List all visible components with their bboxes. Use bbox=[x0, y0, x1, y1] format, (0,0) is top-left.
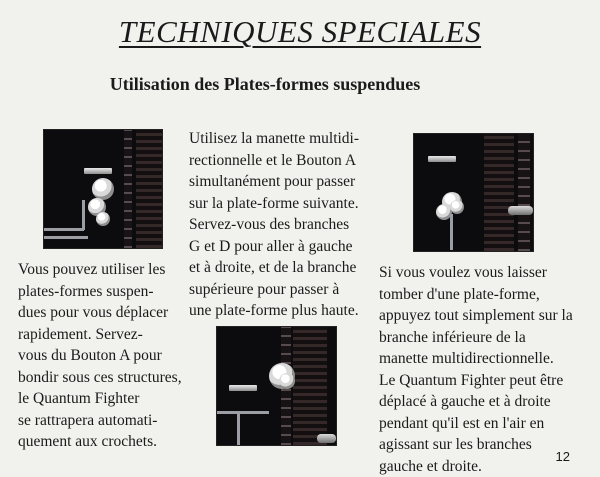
text-line: Servez-vous des branches bbox=[189, 214, 359, 236]
text-line: déplacé à gauche et à droite bbox=[379, 391, 573, 413]
text-line: Utilisez la manette multidi- bbox=[189, 128, 359, 150]
section-subtitle: Utilisation des Plates-formes suspendues bbox=[0, 74, 530, 95]
page-number: 12 bbox=[556, 449, 570, 464]
text-line: supérieure pour passer à bbox=[189, 279, 359, 301]
text-line: G et D pour aller à gauche bbox=[189, 236, 359, 258]
game-screenshot-dropping bbox=[413, 133, 534, 252]
text-line: dues pour vous déplacer bbox=[18, 302, 182, 324]
text-line: quement aux crochets. bbox=[18, 431, 182, 453]
text-line: branche inférieure de la bbox=[379, 327, 573, 349]
right-column-text bbox=[379, 262, 573, 477]
text-line: vous du Bouton A pour bbox=[18, 345, 182, 367]
text-line: Le Quantum Fighter peut être bbox=[379, 370, 573, 392]
text-line: sur la plate-forme suivante. bbox=[189, 193, 359, 215]
text-line: rapidement. Servez- bbox=[18, 324, 182, 346]
page-title: TECHNIQUES SPECIALES bbox=[0, 14, 600, 50]
text-line: simultanément pour passer bbox=[189, 171, 359, 193]
text-line: plates-formes suspen- bbox=[18, 281, 182, 303]
text-line: appuyez tout simplement sur la bbox=[379, 305, 573, 327]
middle-column-text bbox=[189, 128, 359, 322]
text-line: Si vous voulez vous laisser bbox=[379, 262, 573, 284]
text-line: se rattrapera automati- bbox=[18, 410, 182, 432]
game-screenshot-hanging bbox=[43, 129, 163, 249]
text-line: tomber d'une plate-forme, bbox=[379, 284, 573, 306]
text-line: le Quantum Fighter bbox=[18, 388, 182, 410]
text-line: agissant sur les branches bbox=[379, 434, 573, 456]
text-line: manette multidirectionnelle. bbox=[379, 348, 573, 370]
text-line: une plate-forme plus haute. bbox=[189, 300, 359, 322]
text-line: bondir sous ces structures, bbox=[18, 367, 182, 389]
text-line: pendant qu'il est en l'air en bbox=[379, 413, 573, 435]
text-line: gauche et droite. bbox=[379, 456, 573, 477]
text-line: et à droite, et de la branche bbox=[189, 257, 359, 279]
game-screenshot-jumping bbox=[216, 326, 337, 446]
text-line: rectionnelle et le Bouton A bbox=[189, 150, 359, 172]
text-line: Vous pouvez utiliser les bbox=[18, 259, 182, 281]
left-column-text bbox=[18, 259, 182, 453]
